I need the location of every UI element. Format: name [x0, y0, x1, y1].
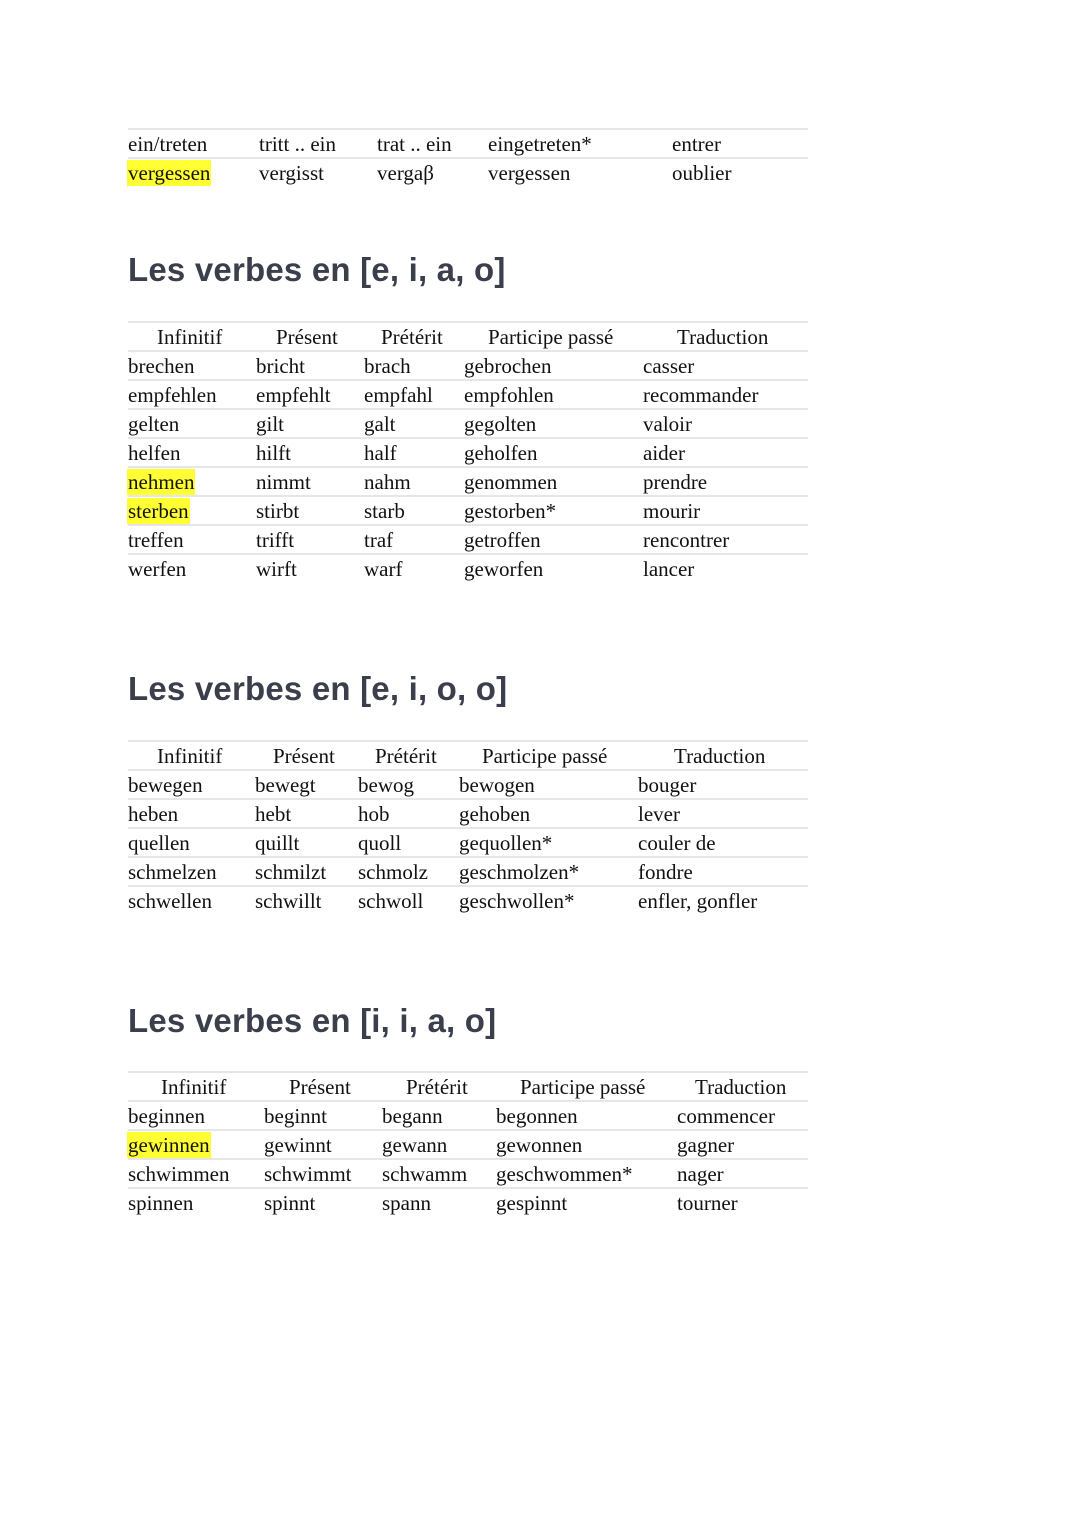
- cell-traduction: gagner: [677, 1133, 735, 1157]
- cell-present: beginnt: [264, 1104, 327, 1128]
- cell-present: nimmt: [256, 470, 311, 494]
- cell-preterit: gewann: [382, 1133, 448, 1157]
- header-preterit: Prétérit: [406, 1075, 468, 1099]
- table-row: [128, 379, 808, 408]
- cell-present: spinnt: [264, 1191, 316, 1215]
- continuation-table: [128, 128, 808, 186]
- cell-present: gilt: [256, 412, 285, 436]
- cell-preterit: spann: [382, 1191, 431, 1215]
- cell-participe: geschmolzen*: [459, 860, 580, 884]
- cell-preterit: trat .. ein: [377, 132, 452, 156]
- header-traduction: Traduction: [695, 1075, 787, 1099]
- cell-present: wirft: [256, 557, 297, 581]
- cell-participe: gehoben: [459, 802, 531, 826]
- table-row: [128, 128, 808, 157]
- cell-participe: vergessen: [488, 161, 571, 185]
- header-participe: Participe passé: [482, 744, 608, 768]
- table-row: [128, 885, 808, 914]
- table-row: [128, 856, 808, 885]
- table-row: [128, 1129, 808, 1158]
- table-row: [128, 769, 808, 798]
- cell-participe: geworfen: [464, 557, 544, 581]
- section-heading: Les verbes en [e, i, a, o]: [128, 251, 506, 288]
- cell-present: quillt: [255, 831, 300, 855]
- table-row: [128, 495, 808, 524]
- table-row: [128, 466, 808, 495]
- cell-traduction: lancer: [643, 557, 695, 581]
- cell-preterit: vergaβ: [377, 161, 434, 185]
- header-traduction: Traduction: [674, 744, 766, 768]
- cell-infinitif-highlighted: sterben: [128, 499, 189, 523]
- cell-preterit: bewog: [358, 773, 414, 797]
- cell-traduction: rencontrer: [643, 528, 730, 552]
- cell-infinitif: empfehlen: [128, 383, 217, 407]
- cell-preterit: galt: [364, 412, 396, 436]
- section-heading: Les verbes en [i, i, a, o]: [128, 1002, 497, 1039]
- cell-present: stirbt: [256, 499, 300, 523]
- cell-participe: gewonnen: [496, 1133, 583, 1157]
- cell-traduction: commencer: [677, 1104, 775, 1128]
- header-present: Présent: [276, 325, 338, 349]
- cell-present: hilft: [256, 441, 291, 465]
- cell-preterit: empfahl: [364, 383, 433, 407]
- table-row: [128, 827, 808, 856]
- table-row: [128, 798, 808, 827]
- cell-participe: gespinnt: [496, 1191, 568, 1215]
- verb-table-eioo: [128, 740, 808, 914]
- cell-traduction: couler de: [638, 831, 716, 855]
- cell-present: bricht: [256, 354, 305, 378]
- cell-participe: empfohlen: [464, 383, 554, 407]
- header-participe: Participe passé: [488, 325, 614, 349]
- cell-infinitif: quellen: [128, 831, 190, 855]
- cell-participe: genommen: [464, 470, 558, 494]
- cell-traduction: mourir: [643, 499, 701, 523]
- cell-infinitif-highlighted: gewinnen: [128, 1133, 210, 1157]
- cell-participe: begonnen: [496, 1104, 578, 1128]
- header-preterit: Prétérit: [381, 325, 443, 349]
- cell-present: schwimmt: [264, 1162, 352, 1186]
- table-row: [128, 1158, 808, 1187]
- cell-present: hebt: [255, 802, 292, 826]
- cell-participe: gestorben*: [464, 499, 557, 523]
- section-heading: Les verbes en [e, i, o, o]: [128, 670, 508, 707]
- cell-infinitif: schwimmen: [128, 1162, 230, 1186]
- cell-participe: geschwommen*: [496, 1162, 633, 1186]
- header-infinitif: Infinitif: [157, 325, 223, 349]
- cell-infinitif-highlighted: nehmen: [128, 470, 195, 494]
- header-infinitif: Infinitif: [157, 744, 223, 768]
- cell-participe: gebrochen: [464, 354, 552, 378]
- cell-participe: gequollen*: [459, 831, 553, 855]
- cell-preterit: schmolz: [358, 860, 428, 884]
- cell-infinitif: spinnen: [128, 1191, 194, 1215]
- cell-preterit: begann: [382, 1104, 443, 1128]
- cell-present: gewinnt: [264, 1133, 332, 1157]
- cell-preterit: brach: [364, 354, 411, 378]
- cell-preterit: traf: [364, 528, 394, 552]
- cell-preterit: half: [364, 441, 397, 465]
- cell-traduction: aider: [643, 441, 685, 465]
- cell-present: vergisst: [259, 161, 324, 185]
- cell-preterit: warf: [364, 557, 403, 581]
- table-row: [128, 553, 808, 582]
- cell-infinitif: schwellen: [128, 889, 212, 913]
- cell-present: schwillt: [255, 889, 322, 913]
- cell-present: bewegt: [255, 773, 316, 797]
- table-row: [128, 524, 808, 553]
- verb-table-eiao: [128, 321, 808, 582]
- table-row: [128, 437, 808, 466]
- cell-infinitif: schmelzen: [128, 860, 217, 884]
- cell-infinitif: beginnen: [128, 1104, 205, 1128]
- cell-participe: getroffen: [464, 528, 541, 552]
- header-infinitif: Infinitif: [161, 1075, 227, 1099]
- verb-table-iiao: [128, 1071, 808, 1216]
- table-header-row: [128, 1071, 808, 1100]
- cell-traduction: lever: [638, 802, 680, 826]
- table-header-row: [128, 321, 808, 350]
- table-row: [128, 350, 808, 379]
- cell-participe: geholfen: [464, 441, 538, 465]
- cell-traduction: casser: [643, 354, 695, 378]
- cell-present: empfehlt: [256, 383, 331, 407]
- cell-participe: eingetreten*: [488, 132, 592, 156]
- cell-traduction: enfler, gonfler: [638, 889, 758, 913]
- header-present: Présent: [273, 744, 335, 768]
- cell-preterit: nahm: [364, 470, 411, 494]
- cell-preterit: quoll: [358, 831, 402, 855]
- cell-traduction: recommander: [643, 383, 759, 407]
- cell-traduction: tourner: [677, 1191, 738, 1215]
- cell-participe: geschwollen*: [459, 889, 575, 913]
- header-traduction: Traduction: [677, 325, 769, 349]
- cell-traduction: bouger: [638, 773, 697, 797]
- cell-infinitif: brechen: [128, 354, 195, 378]
- table-row: [128, 1100, 808, 1129]
- cell-infinitif: bewegen: [128, 773, 203, 797]
- cell-infinitif: heben: [128, 802, 179, 826]
- cell-preterit: hob: [358, 802, 390, 826]
- cell-infinitif: helfen: [128, 441, 181, 465]
- cell-infinitif-highlighted: vergessen: [128, 161, 211, 185]
- cell-traduction: fondre: [638, 860, 693, 884]
- cell-traduction: prendre: [643, 470, 708, 494]
- table-row: [128, 408, 808, 437]
- cell-traduction: entrer: [672, 132, 721, 156]
- table-header-row: [128, 740, 808, 769]
- cell-traduction: valoir: [643, 412, 692, 436]
- cell-infinitif: werfen: [128, 557, 187, 581]
- cell-participe: bewogen: [459, 773, 535, 797]
- cell-traduction: oublier: [672, 161, 732, 185]
- cell-participe: gegolten: [464, 412, 537, 436]
- cell-infinitif: treffen: [128, 528, 184, 552]
- cell-infinitif: gelten: [128, 412, 180, 436]
- cell-preterit: starb: [364, 499, 405, 523]
- cell-preterit: schwoll: [358, 889, 424, 913]
- header-participe: Participe passé: [520, 1075, 646, 1099]
- cell-preterit: schwamm: [382, 1162, 468, 1186]
- table-row: [128, 157, 808, 186]
- table-row: [128, 1187, 808, 1216]
- cell-present: tritt .. ein: [259, 132, 336, 156]
- cell-present: trifft: [256, 528, 295, 552]
- header-present: Présent: [289, 1075, 351, 1099]
- cell-present: schmilzt: [255, 860, 327, 884]
- cell-infinitif: ein/treten: [128, 132, 208, 156]
- cell-traduction: nager: [677, 1162, 724, 1186]
- header-preterit: Prétérit: [375, 744, 437, 768]
